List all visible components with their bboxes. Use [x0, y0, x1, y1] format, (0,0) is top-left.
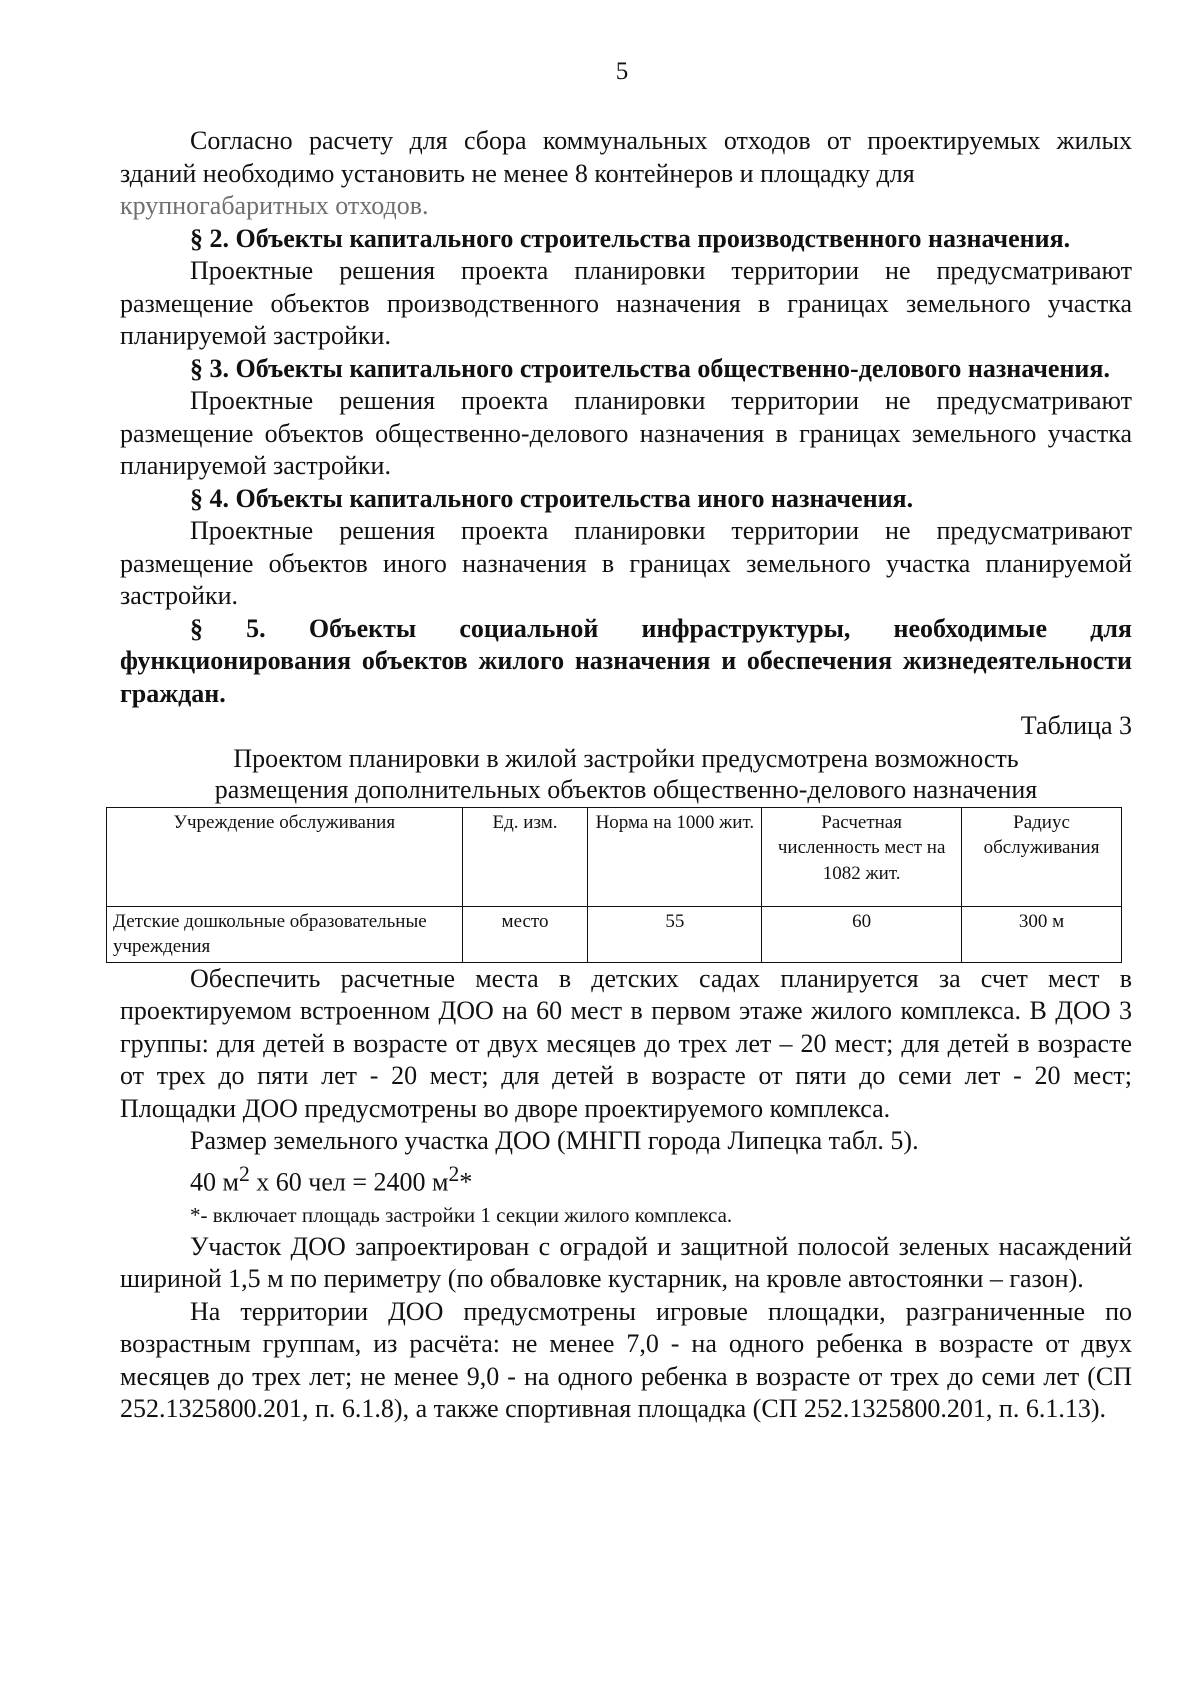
services-table — [106, 807, 1122, 963]
cell-norm: 55 — [588, 906, 762, 962]
paragraph-waste-tail: крупногабаритных отходов. — [120, 191, 429, 220]
heading-section-3: § 3. Объекты капитального строительства общественно-делового назначения. — [190, 353, 1110, 383]
formula-part-c: * — [459, 1167, 473, 1197]
heading-section-4: § 4. Объекты капитального строительства иного назначения. — [190, 483, 914, 513]
table-caption-line-2: размещения дополнительных объектов общественно-делового назначения — [214, 774, 1038, 804]
page-number: 5 — [615, 58, 629, 85]
cell-unit: место — [462, 906, 588, 962]
paragraph-waste: Согласно расчету для сбора коммунальных отходов от проектируемых жилых зданий необходимо установить не менее 8 контейнеров и площадку для — [120, 126, 1132, 188]
document-body — [113, 125, 1132, 1426]
cell-calculated-places: 60 — [762, 906, 962, 962]
paragraph-section-3: Проектные решения проекта планировки территории не предусматривают размещение объектов общественно-делового назначения в границах земельного участка планируемой застройки. — [120, 386, 1132, 480]
paragraph-playgrounds: На территории ДОО предусмотрены игровые площадки, разграниченные по возрастным группам, из расчёта: не менее 7,0 - на одного ребенка в возрасте от двух месяцев до трех лет; не менее 9,0 - на одного ребенка в возрасте от трех до семи лет (СП 252.1325800.201, п. 6.1.8), а также спортивная площадка (СП 252.1325800.201, п. 6.1.13). — [120, 1296, 1132, 1424]
paragraph-fence: Участок ДОО запроектирован с оградой и защитной полосой зеленых насаждений шириной 1,5 м по периметру (по обваловке кустарник, на кровле автостоянки – газон). — [120, 1231, 1132, 1294]
paragraph-section-2: Проектные решения проекта планировки территории не предусматривают размещение объектов производственного назначения в границах земельного участка планируемой застройки. — [120, 256, 1132, 350]
header-calculated-places: Расчетная численность мест на 1082 жит. — [762, 807, 962, 906]
formula-superscript-2: 2 — [448, 1161, 460, 1186]
table-caption-line-1: Проектом планировки в жилой застройки предусмотрена возможность — [233, 743, 1019, 773]
area-formula — [120, 1158, 1132, 1199]
footnote: *- включает площадь застройки 1 секции жилого комплекса. — [190, 1202, 733, 1227]
formula-part-b: x 60 чел = 2400 м — [249, 1167, 449, 1197]
cell-institution: Детские дошкольные образовательные учреждения — [107, 906, 463, 962]
paragraph-kindergarten: Обеспечить расчетные места в детских садах планируется за счет мест в проектируемом встроенном ДОО на 60 мест в первом этаже жилого комплекса. В ДОО 3 группы: для детей в возрасте от двух месяцев до трех лет – 20 мест; для детей в возрасте от трех до пяти лет - 20 мест; для детей в возрасте от пяти до семи лет - 20 мест; Площадки ДОО предусмотрены во дворе проектируемого комплекса. — [120, 963, 1132, 1123]
header-service-radius: Радиус обслуживания — [962, 807, 1122, 906]
header-institution: Учреждение обслуживания — [107, 807, 463, 906]
header-unit: Ед. изм. — [462, 807, 588, 906]
formula-superscript-1: 2 — [238, 1161, 250, 1186]
heading-section-2: § 2. Объекты капитального строительства производственного назначения. — [190, 223, 1071, 253]
formula-part-a: 40 м — [190, 1167, 239, 1197]
table-header-row — [107, 807, 1122, 906]
table-label: Таблица 3 — [1020, 711, 1132, 740]
paragraph-section-4: Проектные решения проекта планировки территории не предусматривают размещение объектов иного назначения в границах земельного участка планируемой застройки. — [120, 516, 1132, 610]
cell-service-radius: 300 м — [962, 906, 1122, 962]
table-row — [107, 906, 1122, 962]
paragraph-plot-size: Размер земельного участка ДОО (МНГП города Липецка табл. 5). — [190, 1126, 919, 1155]
heading-section-5: § 5. Объекты социальной инфраструктуры, необходимые для функционирования объектов жилого назначения и обеспечения жизнедеятельности граждан. — [120, 613, 1132, 708]
header-norm: Норма на 1000 жит. — [588, 807, 762, 906]
